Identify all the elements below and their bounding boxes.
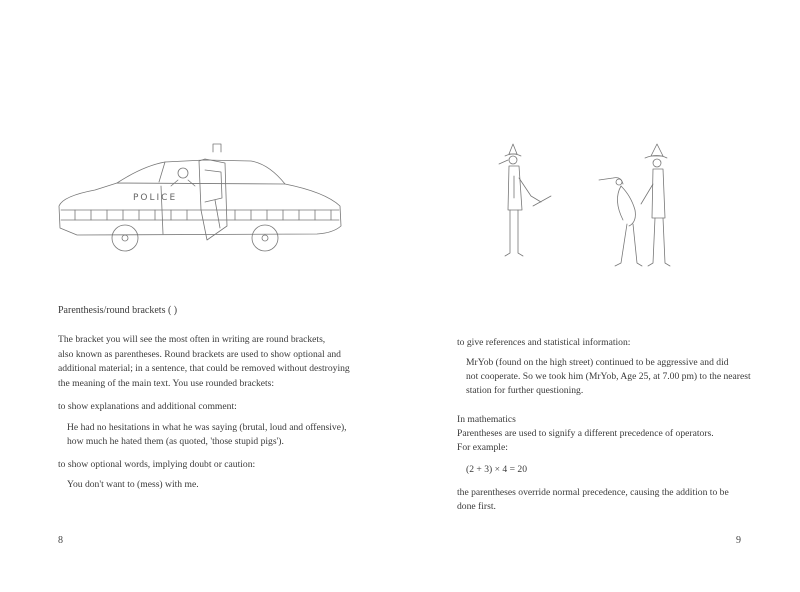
intro-line-2: also known as parentheses. Round brackets are used to show optional and xyxy=(58,349,341,360)
conclusion-line-1: the parentheses override normal precedence, causing the addition to be xyxy=(457,487,729,498)
page-number-left: 8 xyxy=(58,535,63,546)
conclusion-line-2: done first. xyxy=(457,501,496,512)
right-page xyxy=(400,0,800,592)
intro-line-4: the meaning of the main text. You use rounded brackets: xyxy=(58,378,275,389)
police-car-icon xyxy=(55,140,345,265)
example3-line-1: MrYob (found on the high street) continued to be aggressive and did xyxy=(466,357,729,368)
example3-line-3: station for further questioning. xyxy=(466,385,584,396)
math-formula: (2 + 3) × 4 = 20 xyxy=(466,464,527,475)
example3-line-2: not cooperate. So we took him (MrYob, Age 25, at 7.00 pm) to the nearest xyxy=(466,371,751,382)
intro-line-1: The bracket you will see the most often in writing are round brackets, xyxy=(58,334,326,345)
section-heading: Parenthesis/round brackets ( ) xyxy=(58,305,178,316)
use-explanations: to show explanations and additional comment: xyxy=(58,401,237,412)
math-text-line-2: For example: xyxy=(457,442,508,453)
math-text-line-1: Parentheses are used to signify a different precedence of operators. xyxy=(457,428,714,439)
example2: You don't want to (mess) with me. xyxy=(67,479,199,490)
math-heading: In mathematics xyxy=(457,414,516,425)
use-references: to give references and statistical information: xyxy=(457,337,631,348)
page-number-right: 9 xyxy=(736,535,741,546)
example1-line-1: He had no hesitations in what he was saying (brutal, loud and offensive), xyxy=(67,422,347,433)
example1-line-2: how much he hated them (as quoted, 'those stupid pigs'). xyxy=(67,436,284,447)
use-optional-words: to show optional words, implying doubt or caution: xyxy=(58,459,256,470)
police-officers-icon xyxy=(495,138,680,273)
intro-line-3: additional material; in a sentence, that could be removed without destroying xyxy=(58,363,350,374)
car-label: POLICE xyxy=(133,193,178,203)
